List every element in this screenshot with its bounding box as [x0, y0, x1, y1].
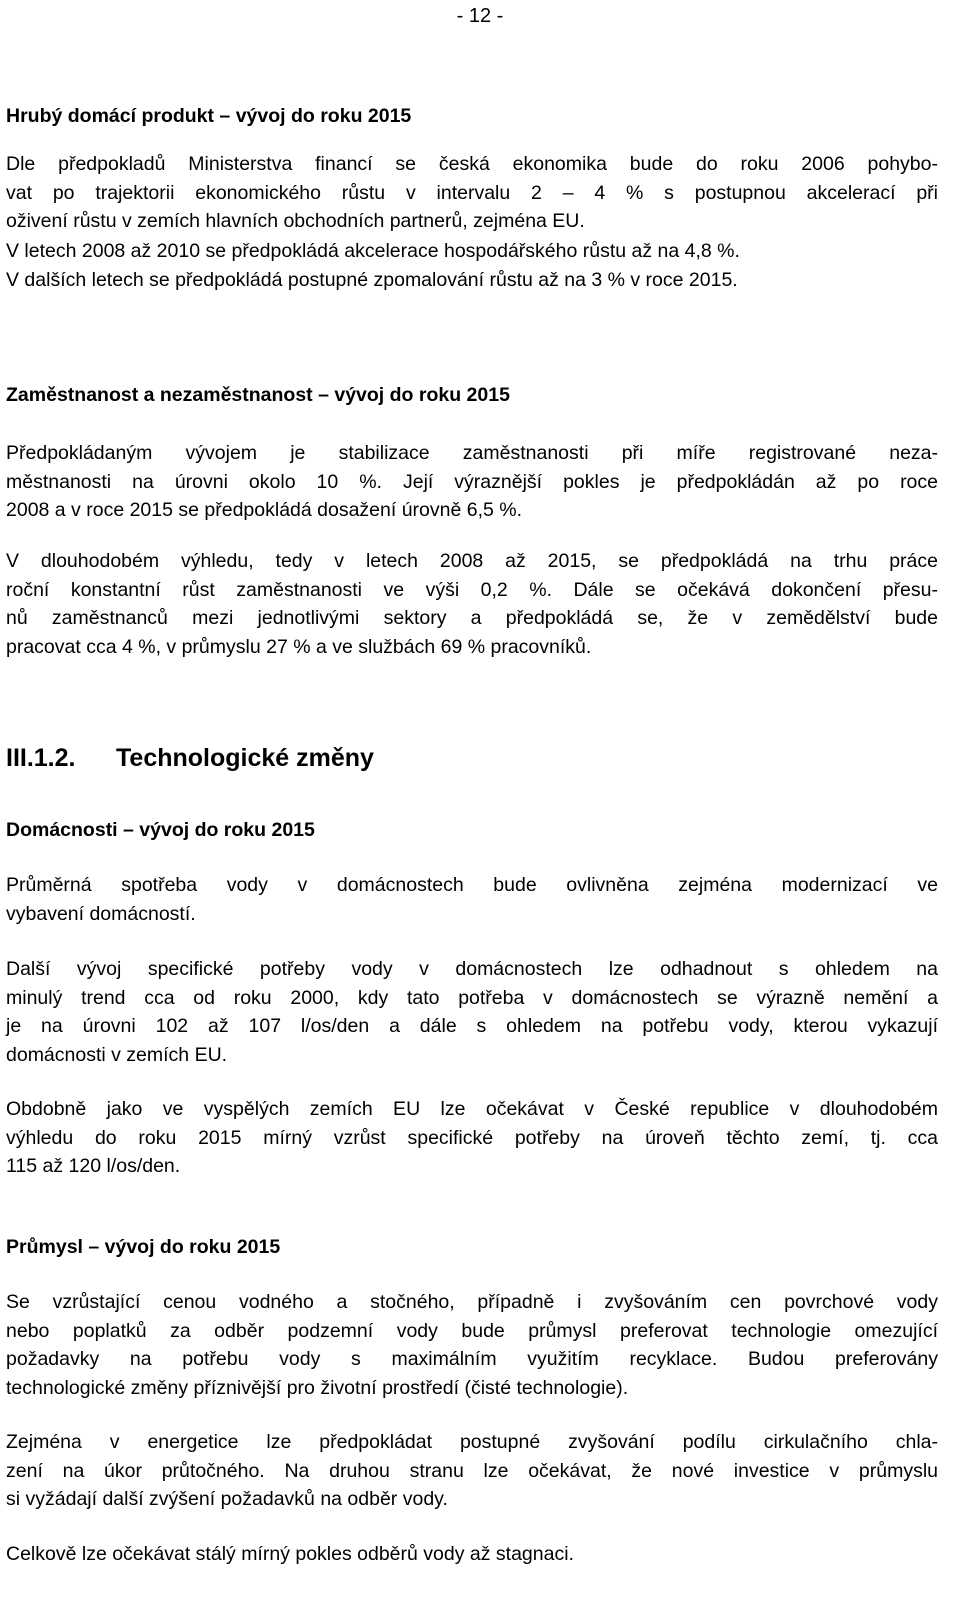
text-line: Průměrná spotřeba vody v domácnostech bude ovlivněna zejména modernizací ve — [6, 874, 938, 896]
paragraph-households-3 — [6, 1095, 938, 1181]
page-number: - 12 - — [456, 5, 504, 27]
text-line: V dlouhodobém výhledu, tedy v letech 2008 až 2015, se předpokládá na trhu práce — [6, 550, 938, 572]
paragraph-industry-2 — [6, 1428, 938, 1514]
section-heading-employment: Zaměstnanost a nezaměstnanost – vývoj do roku 2015 — [6, 384, 510, 406]
section-heading-gdp: Hrubý domácí produkt – vývoj do roku 2015 — [6, 105, 412, 127]
paragraph-employment-2 — [6, 547, 938, 661]
section-heading-households: Domácnosti – vývoj do roku 2015 — [6, 819, 315, 841]
text-line: Se vzrůstající cenou vodného a stočného, případně i zvyšováním cen povrchové vody — [6, 1291, 938, 1313]
text-line: Obdobně jako ve vyspělých zemích EU lze očekávat v České republice v dlouhodobém — [6, 1098, 938, 1120]
text-line: nů zaměstnanců mezi jednotlivými sektory a předpokládá se, že v zemědělství bude — [6, 607, 938, 630]
paragraph-industry-3 — [6, 1540, 938, 1569]
text-line: zení na úkor průtočného. Na druhou stranu lze očekávat, že nové investice v průmyslu — [6, 1459, 938, 1482]
text-line: je na úrovni 102 až 107 l/os/den a dále s ohledem na potřebu vody, kterou vykazují — [6, 1015, 938, 1038]
paragraph-employment-1 — [6, 439, 938, 525]
section-heading-industry: Průmysl – vývoj do roku 2015 — [6, 1236, 281, 1258]
text-line: výhledu do roku 2015 mírný vzrůst specifické potřeby na úroveň těchto zemí, tj. cca — [6, 1126, 938, 1149]
text-line: Celkově lze očekávat stálý mírný pokles odběrů vody až stagnaci. — [6, 1543, 574, 1565]
text-line: Dle předpokladů Ministerstva financí se česká ekonomika bude do roku 2006 pohybo- — [6, 153, 938, 175]
text-line: 115 až 120 l/os/den. — [6, 1155, 181, 1178]
text-line: 2008 a v roce 2015 se předpokládá dosažení úrovně 6,5 %. — [6, 499, 523, 522]
paragraph-gdp-1 — [6, 150, 938, 236]
text-line: Zejména v energetice lze předpokládat postupné zvyšování podílu cirkulačního chla- — [6, 1431, 938, 1453]
text-line: pracovat cca 4 %, v průmyslu 27 % a ve službách 69 % pracovníků. — [6, 635, 592, 658]
text-line: nebo poplatků za odběr podzemní vody bude průmysl preferovat technologie omezující — [6, 1319, 938, 1342]
text-line: požadavky na potřebu vody s maximálním využitím recyklace. Budou preferovány — [6, 1348, 938, 1371]
text-line: Další vývoj specifické potřeby vody v domácnostech lze odhadnout s ohledem na — [6, 958, 938, 980]
chapter-title: Technologické změny — [116, 744, 374, 772]
paragraph-industry-1 — [6, 1288, 938, 1402]
text-line: technologické změny příznivější pro životní prostředí (čisté technologie). — [6, 1376, 629, 1399]
paragraph-households-1 — [6, 871, 938, 928]
text-line: domácnosti v zemích EU. — [6, 1043, 228, 1066]
paragraph-gdp-2 — [6, 237, 938, 294]
text-line: Předpokládaným vývojem je stabilizace zaměstnanosti při míře registrované neza- — [6, 442, 938, 464]
text-line: oživení růstu v zemích hlavních obchodních partnerů, zejména EU. — [6, 210, 585, 233]
paragraph-households-2 — [6, 955, 938, 1069]
text-line: vat po trajektorii ekonomického růstu v intervalu 2 – 4 % s postupnou akcelerací při — [6, 181, 938, 204]
text-line: V dalších letech se předpokládá postupné zpomalování růstu až na 3 % v roce 2015. — [6, 268, 738, 291]
text-line: si vyžádají další zvýšení požadavků na odběr vody. — [6, 1488, 448, 1511]
text-line: minulý trend cca od roku 2000, kdy tato potřeba v domácnostech se výrazně nemění a — [6, 986, 938, 1009]
text-line: vybavení domácností. — [6, 902, 196, 925]
text-line: městnanosti na úrovni okolo 10 %. Její výraznější pokles je předpokládán až po roce — [6, 470, 938, 493]
text-line: roční konstantní růst zaměstnanosti ve výši 0,2 %. Dále se očekává dokončení přesu- — [6, 578, 938, 601]
chapter-number: III.1.2. — [6, 744, 76, 772]
text-line: V letech 2008 až 2010 se předpokládá akcelerace hospodářského růstu až na 4,8 %. — [6, 240, 740, 262]
chapter-heading — [6, 742, 374, 774]
